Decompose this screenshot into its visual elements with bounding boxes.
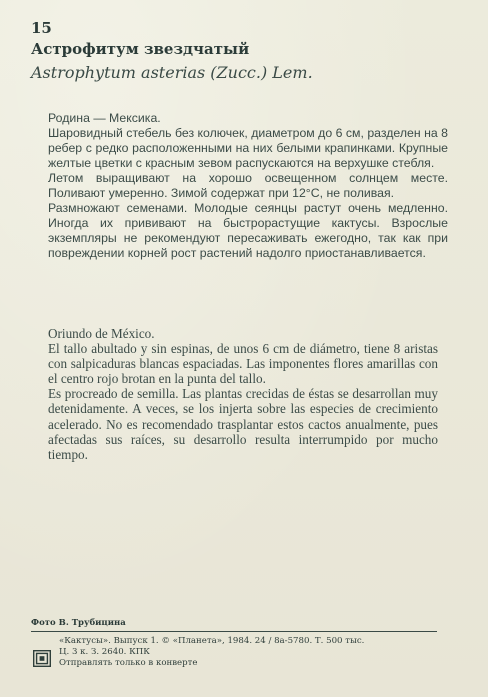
- es-propagation: Es procreado de semilla. Las plantas crecidas de éstas se desarrollan muy detenidamente. A veces, se los injerta sobre las especies de crecimiento acelerado. No es recomendado trasplantar estos cactos anualmente, pues afectadas sus raíces, su desarrollo resulta interrumpido por mucho tiempo.: [48, 386, 438, 462]
- es-morphology: El tallo abultado y sin espinas, de unos 6 cm de diámetro, tiene 8 aristas con salpicaduras blancas espaciadas. Las imponentes flores amarillas con el centro rojo brotan en la punta del tallo.: [48, 341, 438, 387]
- imprint-line: Отправлять только в конверте: [59, 658, 198, 668]
- imprint-line: Ц. 3 к. З. 2640. КПК: [59, 647, 150, 657]
- title-latin: Astrophytum asterias (Zucc.) Lem.: [31, 63, 313, 82]
- description-spanish: [48, 326, 438, 462]
- es-origin: Oriundo de México.: [48, 326, 155, 341]
- ru-origin: Родина — Мексика.: [48, 111, 161, 125]
- footer-divider: [31, 631, 437, 632]
- description-russian: [48, 111, 448, 261]
- imprint: [59, 636, 364, 669]
- ru-propagation: Размножают семенами. Молодые сеянцы растут очень медленно. Иногда их прививают на быстрорастущие кактусы. Взрослые экземпляры не рекомендуют пересаживать ежегодно, так как при повреждении корней рост растений надолго приостанавливается.: [48, 201, 448, 260]
- imprint-line: «Кактусы». Выпуск 1. © «Планета», 1984. 24 / 8а-5780. Т. 500 тыс.: [59, 636, 365, 646]
- ru-care: Летом выращивают на хорошо освещенном солнцем месте. Поливают умеренно. Зимой содержат при 12°C, не поливая.: [48, 171, 448, 200]
- title-russian: Астрофитум звездчатый: [31, 40, 250, 58]
- photo-credit: Фото В. Трубицина: [31, 618, 126, 628]
- planeta-logo-icon: [33, 650, 51, 667]
- ru-morphology: Шаровидный стебель без колючек, диаметром до 6 см, разделен на 8 ребер с редко расположенными на них белыми крапинками. Крупные желтые цветки с красным зевом распускаются на верхушке стебля.: [48, 126, 448, 170]
- card-number: 15: [31, 19, 52, 37]
